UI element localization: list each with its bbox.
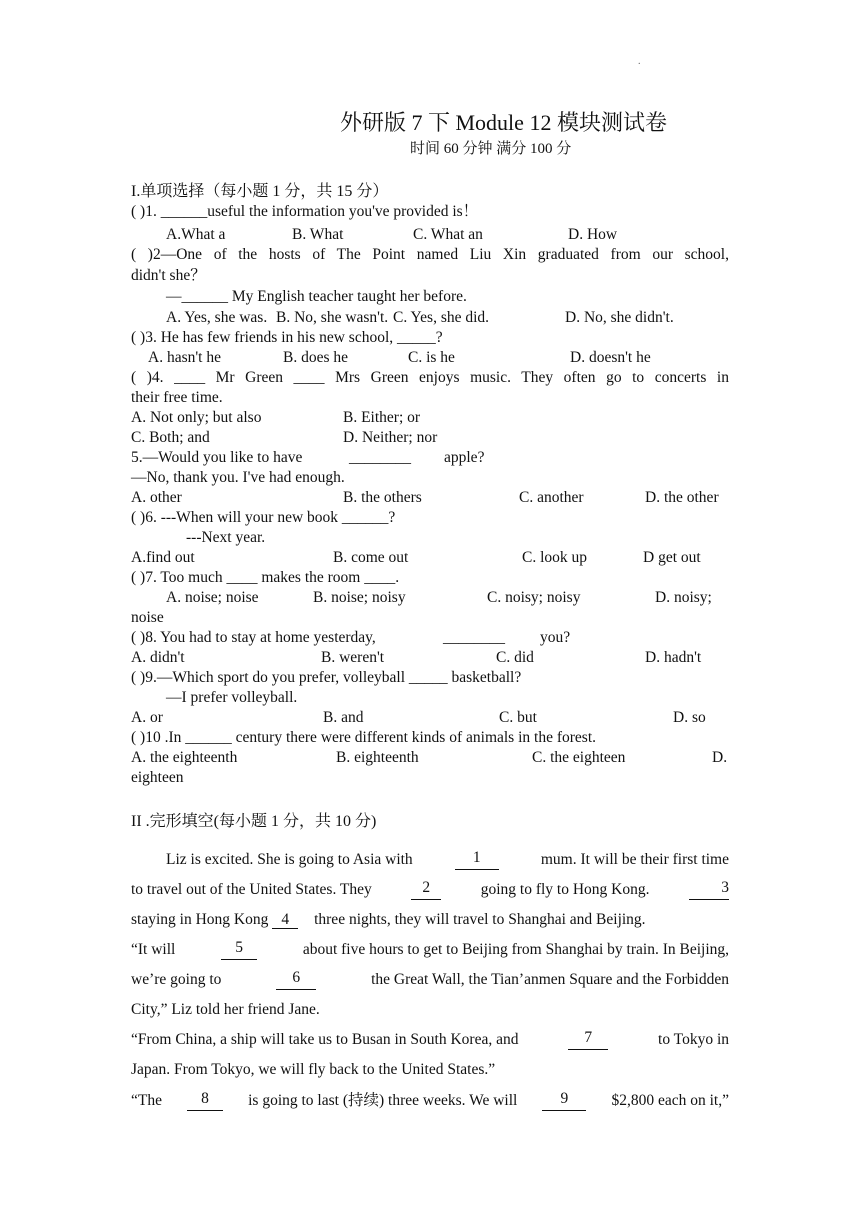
q7-stem: ( )7. Too much ____ makes the room ____.: [131, 569, 400, 586]
cloze-line-4: [131, 940, 729, 960]
q5-stem-a: 5.—Would you like to have: [131, 449, 303, 466]
q5-stem-b: apple?: [444, 449, 485, 466]
q3-option-d: D. doesn't he: [570, 349, 651, 366]
q6-stem: ( )6. ---When will your new book ______?: [131, 509, 396, 526]
cloze-line-6: City,” Liz told her friend Jane.: [131, 1001, 320, 1018]
cloze-line-1: [166, 850, 729, 870]
cloze-text: “It will: [131, 941, 176, 958]
q1-stem: ( )1. ______useful the information you've provided is！: [131, 203, 479, 220]
cloze-blank-9: 9: [542, 1091, 586, 1111]
q3-stem: ( )3. He has few friends in his new school, _____?: [131, 329, 443, 346]
q8-stem-blank: ________: [443, 629, 505, 646]
q8-stem-b: you?: [540, 629, 571, 646]
q2-option-b: B. No, she wasn't.: [276, 309, 389, 326]
exam-title: 外研版 7 下 Module 12 模块测试卷: [340, 110, 667, 135]
q7-option-d: D. noisy;: [655, 589, 712, 606]
q9-stem: ( )9.—Which sport do you prefer, volleyball _____ basketball?: [131, 669, 522, 686]
q5-stem-blank: ________: [349, 449, 411, 466]
section-2-heading: II .完形填空(每小题 1 分，共 10 分): [131, 813, 377, 830]
q5-stem-line2: —No, thank you. I've had enough.: [131, 469, 345, 486]
cloze-blank-7: 7: [568, 1030, 608, 1050]
q7-option-a: A. noise; noise: [166, 589, 259, 606]
cloze-text: about five hours to get to Beijing from Shanghai by train. In Beijing,: [302, 941, 729, 958]
cloze-line-9: [131, 1091, 729, 1111]
q5-option-c: C. another: [519, 489, 584, 506]
q7-option-b: B. noise; noisy: [313, 589, 406, 606]
cloze-line-2: [131, 880, 729, 900]
q6-stem-line2: ---Next year.: [186, 529, 266, 546]
q10-option-d-wrap: eighteen: [131, 769, 184, 786]
q8-option-b: B. weren't: [321, 649, 385, 666]
cloze-blank-2: 2: [411, 880, 441, 900]
q4-stem-line2: their free time.: [131, 389, 223, 406]
q9-stem-line2: —I prefer volleyball.: [166, 689, 298, 706]
q5-option-a: A. other: [131, 489, 182, 506]
q6-option-d: D get out: [643, 549, 701, 566]
cloze-text: to travel out of the United States. They: [131, 881, 372, 898]
q6-option-a: A.find out: [131, 549, 195, 566]
q6-option-b: B. come out: [333, 549, 409, 566]
cloze-text: we’re going to: [131, 971, 222, 988]
q10-stem: ( )10 .In ______ century there were different kinds of animals in the forest.: [131, 729, 596, 746]
section-1-heading: I.单项选择（每小题 1 分，共 15 分）: [131, 183, 389, 200]
cloze-blank-8: 8: [187, 1091, 223, 1111]
q1-option-d: D. How: [568, 226, 618, 243]
q9-option-a: A. or: [131, 709, 163, 726]
exam-subtitle: 时间 60 分钟 满分 100 分: [410, 141, 572, 157]
q4-option-d: D. Neither; nor: [343, 429, 438, 446]
header-dot: .: [638, 56, 641, 67]
q8-option-c: C. did: [496, 649, 534, 666]
q4-option-a: A. Not only; but also: [131, 409, 262, 426]
cloze-blank-5: 5: [221, 940, 257, 960]
q4-stem-line1: ( )4. ____ Mr Green ____ Mrs Green enjoys music. They often go to concerts in: [131, 369, 729, 386]
q8-stem-a: ( )8. You had to stay at home yesterday,: [131, 629, 376, 646]
q9-option-b: B. and: [323, 709, 364, 726]
cloze-text: going to fly to Hong Kong.: [480, 881, 650, 898]
q2-option-d: D. No, she didn't.: [565, 309, 674, 326]
q3-option-a: A. hasn't he: [148, 349, 221, 366]
cloze-line-5: [131, 970, 729, 990]
q7-option-d-wrap: noise: [131, 609, 164, 626]
q2-option-c: C. Yes, she did.: [393, 309, 490, 326]
q4-option-c: C. Both; and: [131, 429, 210, 446]
cloze-text: to Tokyo in: [658, 1031, 729, 1048]
q10-option-c: C. the eighteen: [532, 749, 626, 766]
cloze-text: staying in Hong Kong: [131, 911, 273, 928]
q2-stem-line1: ( )2—One of the hosts of The Point named Liu Xin graduated from our school,: [131, 246, 729, 263]
q2-stem-line3: —______ My English teacher taught her before.: [166, 288, 467, 305]
q9-option-d: D. so: [673, 709, 706, 726]
q1-option-c: C. What an: [413, 226, 483, 243]
q5-option-d: D. the other: [645, 489, 719, 506]
cloze-text: “From China, a ship will take us to Busan in South Korea, and: [131, 1031, 519, 1048]
cloze-blank-1: 1: [455, 850, 499, 870]
q4-option-b: B. Either; or: [343, 409, 421, 426]
q6-option-c: C. look up: [522, 549, 588, 566]
q5-option-b: B. the others: [343, 489, 422, 506]
cloze-text: is going to last (持续) three weeks. We will: [248, 1092, 518, 1109]
cloze-text: “The: [131, 1092, 162, 1109]
q10-option-d: D.: [712, 749, 728, 766]
cloze-text: mum. It will be their first time: [540, 851, 729, 868]
cloze-text: the Great Wall, the Tian’anmen Square and the Forbidden: [371, 971, 729, 988]
q7-option-c: C. noisy; noisy: [487, 589, 581, 606]
cloze-line-3: [131, 910, 729, 930]
q3-option-b: B. does he: [283, 349, 349, 366]
q10-option-b: B. eighteenth: [336, 749, 419, 766]
cloze-line-7: [131, 1030, 729, 1050]
cloze-blank-4: 4: [272, 912, 298, 929]
cloze-text: three nights, they will travel to Shanghai and Beijing.: [310, 911, 646, 928]
q10-option-a: A. the eighteenth: [131, 749, 238, 766]
q8-option-d: D. hadn't: [645, 649, 702, 666]
q2-stem-line2: didn't she？: [131, 267, 206, 284]
q9-option-c: C. but: [499, 709, 537, 726]
cloze-line-8: Japan. From Tokyo, we will fly back to the United States.”: [131, 1061, 496, 1078]
cloze-blank-3: 3: [689, 880, 729, 900]
cloze-text: Liz is excited. She is going to Asia with: [166, 851, 413, 868]
cloze-blank-6: 6: [276, 970, 316, 990]
q1-option-a: A.What a: [166, 226, 226, 243]
q2-option-a: A. Yes, she was.: [166, 309, 268, 326]
q8-option-a: A. didn't: [131, 649, 185, 666]
q3-option-c: C. is he: [408, 349, 455, 366]
q1-option-b: B. What: [292, 226, 344, 243]
cloze-text: $2,800 each on it,”: [611, 1092, 729, 1109]
